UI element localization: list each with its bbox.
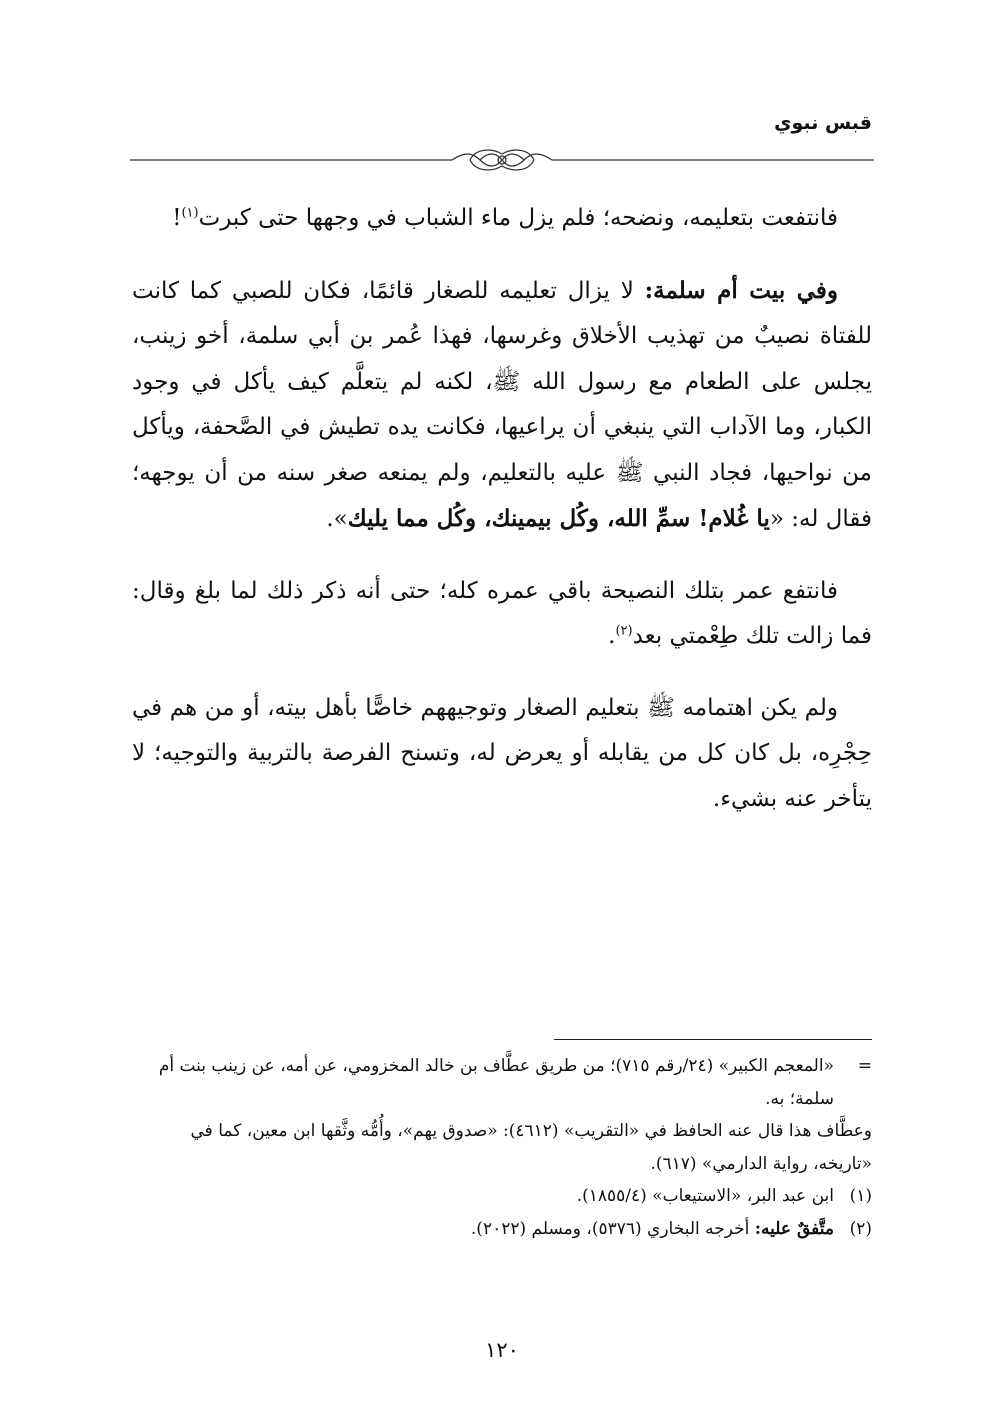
footnote-2-text: أخرجه البخاري (٥٣٧٦)، ومسلم (٢٠٢٢). — [470, 1218, 755, 1239]
footnote-note — [132, 1115, 872, 1180]
footnote-continuation-mark: = — [857, 1056, 872, 1076]
paragraph-2 — [132, 268, 872, 543]
paragraph-4 — [132, 686, 872, 823]
paragraph-1-text: فانتفعت بتعليمه، ونضحه؛ فلم يزل ماء الشباب في وجهها حتى كبرت — [198, 205, 838, 231]
footnote-2 — [132, 1213, 872, 1246]
paragraph-3 — [132, 569, 872, 660]
paragraph-2-text: لا يزال تعليمه للصغار قائمًا، فكان للصبي كما كانت للفتاة نصيبٌ من تهذيب الأخلاق وغرسها، فهذا عُمر بن أبي سلمة، أخو زينب، يجلس على الطعام مع رسول الله ﷺ، لكنه لم يتعلَّم كيف يأكل في وجود الكبار، وما الآداب التي ينبغي أن يراعيها، فكانت يده تطيش في الصَّحفة، ويأكل من نواحيها، فجاد النبي ﷺ عليه بالتعليم، ولم يمنعه صغر سنه من أن يوجهه؛ فقال له: « — [132, 277, 872, 532]
paragraph-2-lead: وفي بيت أم سلمة: — [644, 276, 839, 304]
footnote-separator — [554, 1039, 872, 1040]
paragraph-4-text: ولم يكن اهتمامه ﷺ بتعليم الصغار وتوجيههم خاصًّا بأهل بيته، أو من هم في حِجْرِه، بل كان كل من يقابله أو يعرض له، وتسنح الفرصة بالتربية والتوجيه؛ لا يتأخر عنه بشيء. — [132, 694, 872, 812]
footnote-continuation-text: «المعجم الكبير» (٢٤/رقم ٧١٥)؛ من طريق عطَّاف بن خالد المخزومي، عن أمه، عن زينب بنت أم سلمة؛ به. — [158, 1056, 834, 1109]
footnote-2-lead: متَّفقٌ عليه: — [754, 1218, 834, 1239]
footnote-2-body — [132, 1213, 834, 1246]
running-header-title: قبس نبوي — [774, 112, 872, 134]
footnote-1-text: ابن عبد البر، «الاستيعاب» (١٨٥٥/٤). — [576, 1186, 834, 1206]
paragraph-3-end: . — [608, 623, 616, 649]
paragraph-3-text: فانتفع عمر بتلك النصيحة باقي عمره كله؛ حتى أنه ذكر ذلك لما بلغ وقال: فما زالت تلك طِعْمتي بعد — [132, 577, 872, 649]
footnotes — [132, 1050, 872, 1245]
footnote-1-mark: (١) — [849, 1186, 872, 1206]
paragraph-2-end: ». — [326, 506, 348, 532]
header-ornament-divider — [130, 146, 874, 174]
footnote-note-text: وعطَّاف هذا قال عنه الحافظ في «التقريب» (٤٦١٢): «صدوق يهم»، وأُمُّه وثَّقها ابن معين، كما في «تاريخه، رواية الدارمي» (٦١٧). — [190, 1121, 872, 1174]
paragraph-1 — [132, 196, 872, 242]
footnote-2-mark: (٢) — [849, 1218, 872, 1239]
footnote-continuation — [132, 1050, 872, 1115]
page-number: ١٢٠ — [485, 1338, 519, 1362]
paragraph-1-end: ! — [172, 205, 182, 231]
footnote-ref-1[interactable]: (١) — [181, 205, 199, 221]
footnote-ref-2[interactable]: (٢) — [615, 623, 633, 639]
hadith-quote: يا غُلام! سمِّ الله، وكُل بيمينك، وكُل مما يليك — [347, 505, 770, 532]
main-text — [132, 196, 872, 822]
footnote-1 — [132, 1180, 872, 1213]
